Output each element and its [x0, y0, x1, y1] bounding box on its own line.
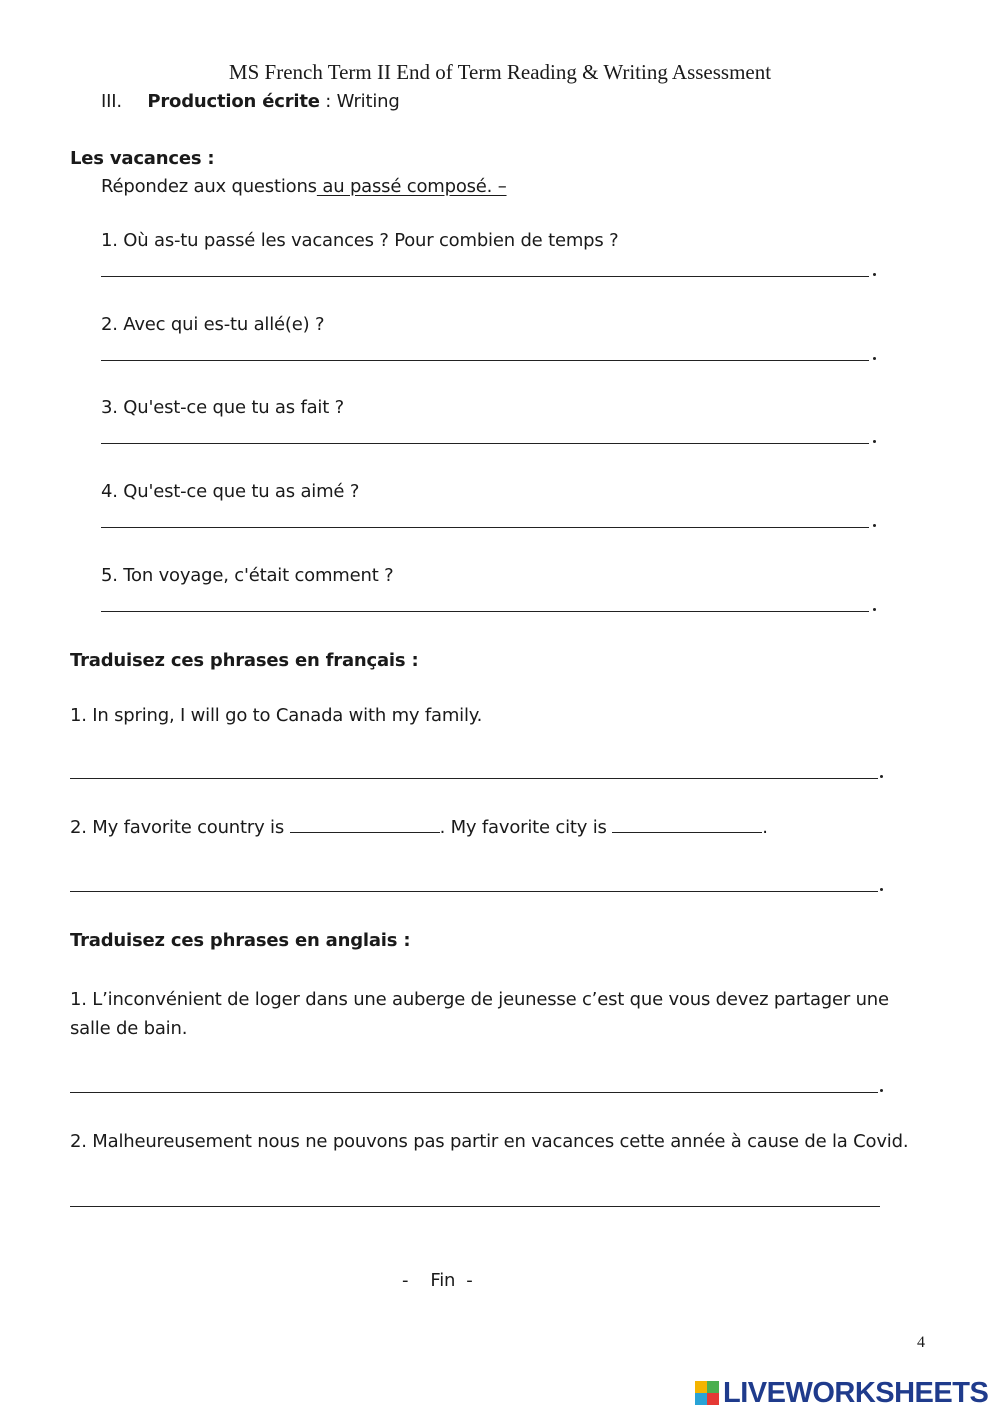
answer-line-1-period [873, 273, 876, 276]
instruction-underlined: au passé composé. – [316, 176, 507, 197]
answer-line-5-period [873, 608, 876, 611]
translate-fr-answer-line-1[interactable] [70, 778, 878, 779]
question-3: 3. Qu'est-ce que tu as fait ? [101, 397, 344, 418]
translate-en-item-1-line-1: 1. L’inconvénient de loger dans une auberge de jeunesse c’est que vous devez partager une [70, 989, 889, 1010]
translate-fr-answer-line-2[interactable] [70, 891, 878, 892]
question-1: 1. Où as-tu passé les vacances ? Pour combien de temps ? [101, 230, 619, 251]
answer-line-1[interactable] [101, 276, 869, 277]
translate-en-answer-line-1[interactable] [70, 1092, 878, 1093]
translate-en-answer-line-2[interactable] [70, 1206, 880, 1207]
section-heading [101, 91, 400, 112]
vacances-heading: Les vacances : [70, 148, 215, 169]
answer-line-3[interactable] [101, 443, 869, 444]
translate-fr-answer-line-1-period [880, 775, 883, 778]
translate-fr-item-2 [70, 817, 768, 838]
page-header-title: MS French Term II End of Term Reading & Writing Assessment [228, 60, 772, 84]
translate-fr-answer-line-2-period [880, 888, 883, 891]
liveworksheets-logo[interactable] [695, 1378, 988, 1408]
answer-line-3-period [873, 440, 876, 443]
item-2-part-c: . [762, 817, 768, 838]
translate-en-item-2: 2. Malheureusement nous ne pouvons pas partir en vacances cette année à cause de la Covid. [70, 1131, 909, 1152]
question-4: 4. Qu'est-ce que tu as aimé ? [101, 481, 360, 502]
instruction-text: Répondez aux questions [101, 176, 317, 197]
item-2-part-a: 2. My favorite country is [70, 817, 285, 838]
answer-line-4-period [873, 524, 876, 527]
section-subtitle: : Writing [325, 91, 400, 112]
item-2-part-b: . My favorite city is [439, 817, 607, 838]
question-5: 5. Ton voyage, c'était comment ? [101, 565, 394, 586]
page-number: 4 [917, 1334, 925, 1351]
answer-line-2[interactable] [101, 360, 869, 361]
translate-fr-heading: Traduisez ces phrases en français : [70, 650, 419, 671]
translate-en-answer-line-1-period [880, 1089, 883, 1092]
translate-en-heading: Traduisez ces phrases en anglais : [70, 930, 411, 951]
answer-line-5[interactable] [101, 611, 869, 612]
question-2: 2. Avec qui es-tu allé(e) ? [101, 314, 325, 335]
answer-line-2-period [873, 357, 876, 360]
favorite-city-blank[interactable] [612, 818, 762, 833]
answer-line-4[interactable] [101, 527, 869, 528]
liveworksheets-logo-text: LIVEWORKSHEETS [723, 1376, 989, 1409]
end-marker: - Fin - [402, 1270, 473, 1291]
vacances-instruction [101, 176, 507, 197]
section-title: Production écrite [147, 91, 320, 112]
liveworksheets-logo-icon [695, 1381, 719, 1405]
translate-fr-item-1: 1. In spring, I will go to Canada with my family. [70, 705, 483, 726]
translate-en-item-1-line-2: salle de bain. [70, 1018, 188, 1039]
favorite-country-blank[interactable] [290, 818, 440, 833]
section-numeral: III. [101, 91, 122, 112]
